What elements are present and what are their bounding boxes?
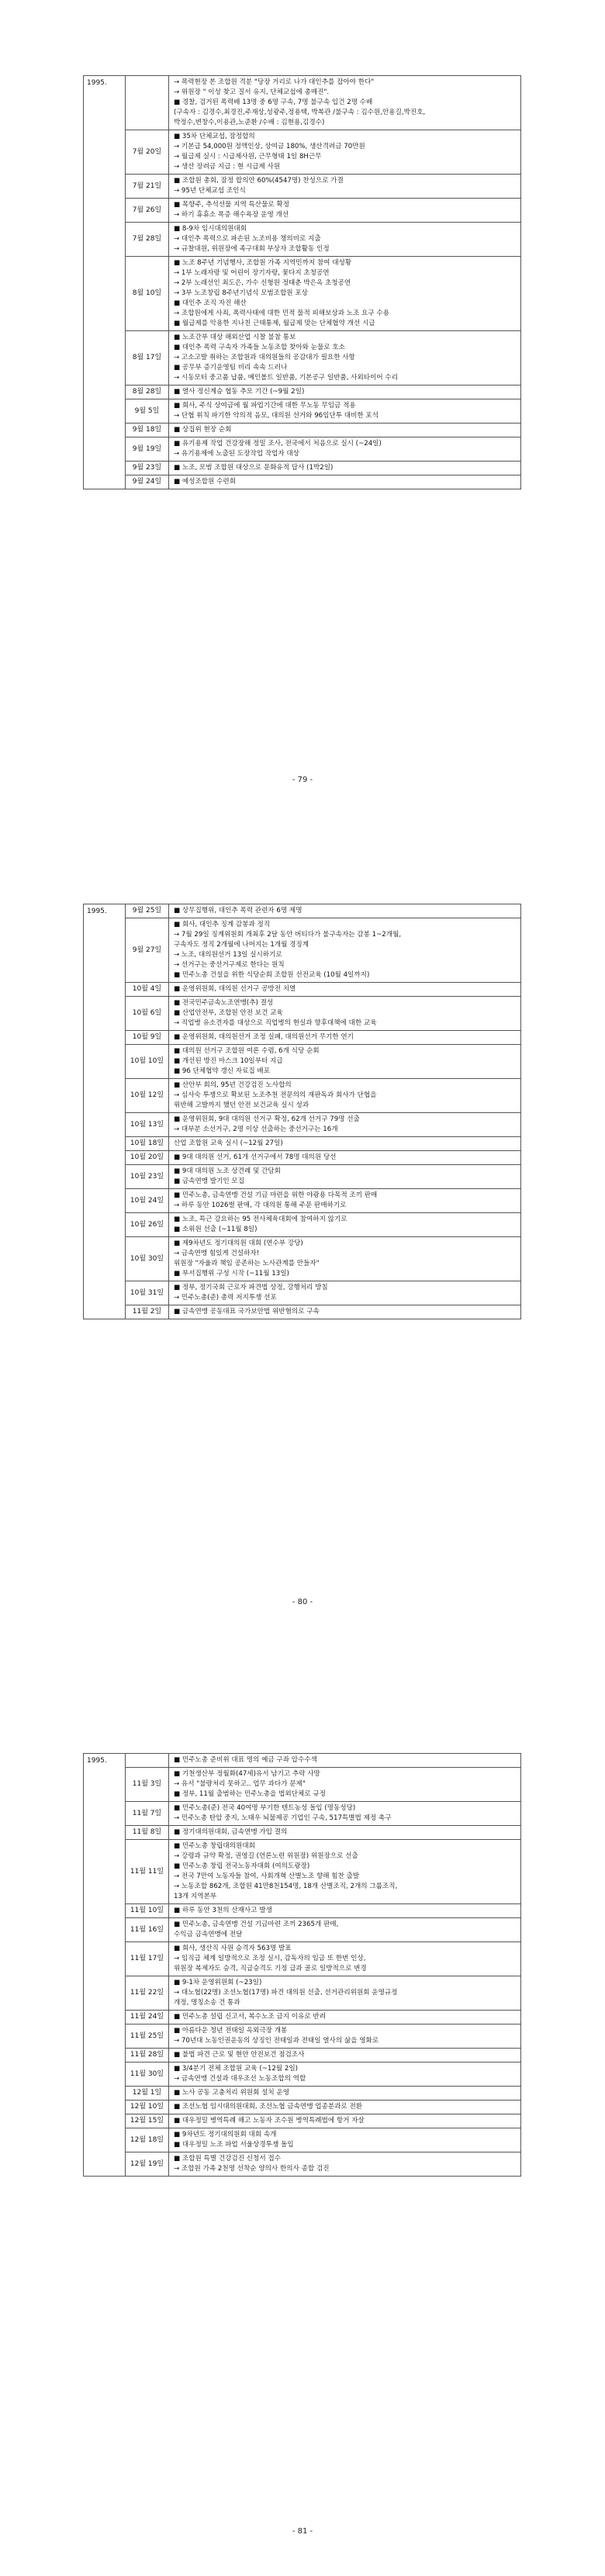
chronology-row (84, 1942, 521, 1976)
event-line: → 금속연맹 건설과 대우조선 노동조합의 역할 (174, 2075, 306, 2083)
event-line: → 하기 휴휴소 폭증 해수욕장 운영 개선 (174, 211, 289, 219)
chronology-row (84, 2114, 521, 2128)
date-cell: 12월 18일 (126, 2128, 169, 2152)
event-cell (169, 1137, 521, 1151)
event-line: ■ 산안부 회의, 95년 건강검진 노사합의 (174, 1081, 292, 1089)
date-cell: 8월 17일 (126, 331, 169, 386)
event-line: ■ 조합원 총회, 잠정 합의안 60%(4547명) 찬성으로 가결 (174, 177, 344, 185)
event-line: → 유기용제에 노출된 도장작업 작업자 대상 (174, 450, 299, 458)
event-cell (169, 2087, 521, 2101)
date-cell: 10월 13일 (126, 1113, 169, 1137)
chronology-row (84, 2152, 521, 2177)
event-line: → 하루 동안 1026벌 판매, 각 대의원 통해 주문 판매하기로 (174, 1202, 347, 1209)
date-cell: 10월 23일 (126, 1165, 169, 1189)
event-line: → 대부분 소선거구, 2명 이상 선출하는 중선거구는 16개 (174, 1125, 338, 1133)
event-cell (169, 257, 521, 331)
chronology-row (84, 462, 521, 475)
date-cell: 11월 8일 (126, 1826, 169, 1840)
date-cell: 9월 19일 (126, 437, 169, 462)
event-cell (169, 223, 521, 257)
event-line: → 월급제 실시 : 시급제사원, 근무형태 1일 8H근무 (174, 153, 322, 161)
date-cell: 9월 5일 (126, 399, 169, 424)
date-cell: 11월 10일 (126, 1904, 169, 1918)
event-line: → 생산 장려금 지급 : 현 시급제 사원 (174, 163, 281, 171)
event-line: 13개 지역본부 (174, 1893, 217, 1900)
chronology-row (84, 130, 521, 175)
chronology-row (84, 1754, 521, 1768)
chronology-row (84, 1189, 521, 1213)
date-cell: 11월 11일 (126, 1840, 169, 1904)
event-cell (169, 1237, 521, 1281)
event-cell (169, 399, 521, 424)
chronology-row (84, 175, 521, 199)
event-cell (169, 2011, 521, 2024)
chronology-row (84, 2049, 521, 2063)
event-line: → 민주노총 탄압 중지, 노태우 뇌물제공 기업인 구속, 517특별법 제정 촉구 (174, 1814, 392, 1822)
date-cell: 11월 28일 (126, 2049, 169, 2063)
event-line: ■ 정기대의원대회, 금속연맹 가입 결의 (174, 1828, 288, 1836)
event-line: ■ 민주노총 준비위 대표 명의 예금 구좌 압수수색 (174, 1756, 317, 1764)
event-line: → 단협 위칙 파기한 악의적 음모, 대의원 선거와 96임단투 대비한 포석 (174, 412, 379, 420)
event-cell (169, 199, 521, 223)
chronology-row (84, 399, 521, 424)
year-cell: 1995. (84, 1754, 126, 2177)
event-cell (169, 1045, 521, 1079)
event-line: → 선거구는 중선거구제로 한다는 원칙 (174, 961, 285, 969)
event-line: → 심사숙 투쟁으로 확보된 노조추천 전문의의 재판독과 회사가 단협을 (174, 1091, 377, 1099)
event-cell (169, 1151, 521, 1165)
event-line: 산업 조합원 교육 실시 (~12월 27일) (174, 1139, 283, 1147)
event-line: ■ 3/4분기 전체 조합원 교육 (~12월 2일) (174, 2065, 298, 2073)
event-line: → 대인추 폭력으로 파손된 노조비용 챙의비로 지출 (174, 235, 321, 243)
date-cell: 7월 28일 (126, 223, 169, 257)
chronology-row (84, 257, 521, 331)
chronology-row (84, 1840, 521, 1904)
chronology-row (84, 331, 521, 386)
event-line: ■ 9대 대의원 선거, 61개 선거구에서 78명 대의원 당선 (174, 1153, 337, 1161)
date-cell: 10월 30일 (126, 1237, 169, 1281)
year-cell: 1995. (84, 76, 126, 489)
date-cell: 12월 1일 (126, 2087, 169, 2101)
chronology-row (84, 2011, 521, 2024)
event-line: → 민주노총(준) 총력 저지투쟁 선포 (174, 1294, 277, 1302)
event-line: ■ 운영위원회, 대의원선거 조정 실패, 대의원선거 무기한 연기 (174, 1033, 354, 1041)
event-cell (169, 1826, 521, 1840)
event-line: ■ 9-1차 운영위원회 (~23일) (174, 1979, 262, 1986)
chronology-row (84, 1768, 521, 1802)
event-line: ■ 8-9차 임시대의원대회 (174, 225, 247, 233)
event-line: ■ 열사 정신계승 협동 추모 기간 (~9월 2일) (174, 388, 305, 396)
date-cell: 10월 4일 (126, 983, 169, 997)
event-line: 박정수,변창수,이용관,노준환 /수배 : 김현용,김경수) (174, 119, 325, 126)
event-line: ■ 노조 8주년 기념행사, 조합원 가족 지역민까지 참여 대성황 (174, 259, 352, 267)
event-line: → 고소고발 취하는 조합원과 대의원들의 공감대가 필요한 사항 (174, 354, 355, 361)
chronology-row (84, 424, 521, 437)
chronology-row (84, 76, 521, 130)
chronology-row (84, 1281, 521, 1305)
chronology-row (84, 2128, 521, 2152)
event-cell (169, 2128, 521, 2152)
chronology-page-79 (83, 75, 520, 489)
event-cell (169, 1213, 521, 1237)
event-line: → 금속연맹 힘있게 건설하자! (174, 1250, 260, 1257)
date-cell: 10월 9일 (126, 1031, 169, 1045)
chronology-row (84, 2063, 521, 2087)
chronology-row (84, 1802, 521, 1826)
event-line: ■ 노사 공동 고충처리 위원회 설치 운영 (174, 2089, 290, 2097)
event-line: ■ 조선노협 임시대의원대회, 조선노협 금속연맹 업종분과로 전환 (174, 2103, 363, 2111)
date-cell: 9월 27일 (126, 918, 169, 983)
event-cell (169, 1904, 521, 1918)
chronology-row (84, 199, 521, 223)
event-line: ■ 민주노총 설립 신고서, 복수노조 금지 이유로 반려 (174, 2013, 327, 2021)
chronology-row (84, 1137, 521, 1151)
event-line: ■ 금속연맹 공동대표 국가보안법 위반혐의로 구속 (174, 1308, 320, 1316)
event-line: ■ 민주노총 창립대의원대회 (174, 1842, 255, 1850)
date-cell (126, 76, 169, 130)
page-number: - 80 - (292, 1598, 313, 1606)
event-line: 개정, 명칭소송 건 통과 (174, 1999, 240, 2007)
event-line: ■ 소위원 선출 (~11월 8일) (174, 1226, 258, 1233)
chronology-row (84, 1079, 521, 1113)
event-line: ■ 35차 단체교섭, 잠정합의 (174, 133, 255, 140)
event-cell (169, 983, 521, 997)
event-cell (169, 904, 521, 918)
event-cell (169, 1918, 521, 1942)
event-cell (169, 2049, 521, 2063)
chronology-table (83, 904, 521, 1319)
page-number: - 79 - (292, 776, 313, 784)
chronology-row (84, 1031, 521, 1045)
event-cell (169, 1754, 521, 1768)
event-line: → 70년대 노동인권운동의 상징인 전태일과 전태일 열사의 삶을 영화로 (174, 2037, 379, 2045)
event-line: ■ 조합원 특별 건강검진 신청서 접수 (174, 2155, 282, 2163)
date-cell: 10월 24일 (126, 1189, 169, 1213)
chronology-page-81 (83, 1753, 520, 2177)
event-line: ■ 대우정밀 노조 파업 서울상경투쟁 돌입 (174, 2141, 294, 2149)
chronology-row (84, 1918, 521, 1942)
event-cell (169, 1768, 521, 1802)
chronology-table (83, 75, 521, 489)
event-line: → 기본급 54,000원 정액인상, 상여금 180%, 생산격려금 70만원 (174, 143, 365, 150)
chronology-row (84, 2101, 521, 2114)
event-line: ■ 운영위원회, 9대 대의원 선거구 확정, 62개 선거구 79명 선출 (174, 1115, 360, 1123)
event-line: → 7월 29일 징계위원회 개최후 2달 동안 버티다가 불구속자는 감봉 1~2개월, (174, 931, 402, 939)
date-cell: 12월 10일 (126, 2101, 169, 2114)
date-cell: 11월 16일 (126, 1918, 169, 1942)
date-cell: 10월 31일 (126, 1281, 169, 1305)
event-line: ■ 96 단체협약 갱신 자료집 배포 (174, 1067, 271, 1075)
date-cell: 10월 12일 (126, 1079, 169, 1113)
page-number: - 81 - (292, 2527, 313, 2536)
date-cell: 9월 25일 (126, 904, 169, 918)
event-cell (169, 1305, 521, 1319)
event-line: ■ 불법 파견 근로 및 현안 안전보건 점검조사 (174, 2051, 305, 2059)
event-line: ■ 회사, 생산직 사원 승격자 563명 발표 (174, 1945, 292, 1952)
date-cell: 11월 22일 (126, 1976, 169, 2011)
event-line: ■ 대인추 조직 자진 해산 (174, 299, 247, 307)
event-line: ■ 9대 대의원 노조 상견례 및 간담회 (174, 1167, 281, 1175)
event-line: ■ 대인추 폭력 구속자 가족들 노동조합 찾아와 눈물로 호소 (174, 344, 345, 351)
event-cell (169, 175, 521, 199)
chronology-row (84, 904, 521, 918)
date-cell: 10월 6일 (126, 997, 169, 1031)
event-cell (169, 1942, 521, 1976)
event-line: ■ 9차년도 정기대의원회 대회 속개 (174, 2131, 277, 2139)
event-cell (169, 1079, 521, 1113)
event-line: ■ 부서집행위 구성 시작 (~11월 13일) (174, 1270, 289, 1278)
event-line: ■ 산업안전부, 조합원 안전 보건 교육 (174, 1009, 283, 1017)
chronology-row (84, 2024, 521, 2049)
event-cell (169, 475, 521, 489)
chronology-table (83, 1753, 521, 2177)
event-line: → 임직급 체계 일방적으로 조정 실시, 감독자의 임금 또 한번 인상, (174, 1955, 366, 1962)
event-line: ■ 회사, 주식 상여금에 월 파업기간에 대한 무노동 무임금 적용 (174, 402, 356, 410)
event-cell (169, 76, 521, 130)
event-line: ■ 대우정밀 병역특례 해고 노동자 조수원 병역특례법에 항거 자살 (174, 2117, 365, 2125)
event-line: ■ 노조, 모범 조합원 대상으로 문화유적 답사 (1박2일) (174, 464, 334, 472)
event-line: → 직업병 유소견자를 대상으로 직업병의 현실과 향후대책에 대한 교육 (174, 1019, 377, 1027)
event-cell (169, 2152, 521, 2177)
event-line: ■ 아름다운 청년 전태일 옥외극장 개봉 (174, 2027, 288, 2035)
event-line: ■ 민주노총(준) 전국 40여명 부기한 텐트농성 돌입 (명동성당) (174, 1804, 356, 1812)
event-cell (169, 130, 521, 175)
event-cell (169, 918, 521, 983)
event-line: → 유서 "불량처리 못하고.. 업무 과다가 문제" (174, 1780, 306, 1788)
event-line: → 2부 노래선인 최도은, 가수 신형원 정태춘 박은옥 초청공연 (174, 279, 351, 287)
event-line: ■ 유기용제 작업 건강장해 정밀 조사, 전국에서 처음으로 실시 (~24일) (174, 440, 382, 448)
event-line: 수익금 금속연맹에 전달 (174, 1931, 243, 1938)
date-cell: 8월 10일 (126, 257, 169, 331)
date-cell: 12월 19일 (126, 2152, 169, 2177)
event-cell (169, 2063, 521, 2087)
event-line: → 노동조합 862개, 조합원 41만8천154명, 18개 산별조직, 2개의 그룹조직, (174, 1883, 398, 1890)
event-line: → 위원장 " 이성 찾고 질서 유지, 단체교섭에 총매진". (174, 88, 330, 96)
chronology-row (84, 1151, 521, 1165)
event-line: → 조합원 가족 2천명 선착순 양의사 한의사 종합 검진 (174, 2165, 330, 2173)
event-line: ■ 월급제를 악용한 지나친 근태통제, 월급제 맞는 단체협약 개선 시급 (174, 320, 375, 327)
chronology-page-80 (83, 904, 520, 1319)
date-cell: 11월 24일 (126, 2011, 169, 2024)
event-cell (169, 331, 521, 386)
event-line: ■ 경찰, 검거된 폭력배 13명 중 6명 구속, 7명 불구속 입건 2명 수배 (174, 99, 373, 106)
year-cell: 1995. (84, 904, 126, 1319)
date-cell: 10월 20일 (126, 1151, 169, 1165)
event-line: 위반해 고발까지 했던 안전 보건교육 실시 성과 (174, 1101, 309, 1109)
event-line: (구속자 : 김경수,최경진,주재상,성광주,정용택, 박복관 /불구속 : 김수원,안용길,박진호, (174, 109, 426, 116)
event-cell (169, 1976, 521, 2011)
event-cell (169, 1840, 521, 1904)
event-line: → 전국 7만여 노동자들 참여, 사회개혁 산별노조 향해 힘찬 출발 (174, 1872, 360, 1880)
event-cell (169, 2024, 521, 2049)
event-line: ■ 민주노총 창립 전국노동자대회 (여의도광장) (174, 1862, 310, 1870)
chronology-row (84, 1213, 521, 1237)
chronology-row (84, 997, 521, 1031)
event-line: ■ 공무부 증기운영팀 비리 속속 드러나 (174, 364, 288, 372)
chronology-row (84, 983, 521, 997)
chronology-row (84, 386, 521, 399)
event-line: ■ 예성조합원 수련회 (174, 478, 236, 486)
event-line: 위원장 "자율과 책임 공존하는 노사관계를 만들자" (174, 1260, 320, 1267)
date-cell: 7월 21일 (126, 175, 169, 199)
event-cell (169, 1281, 521, 1305)
event-line: → 노조, 대의원선거 13일 실시하기로 (174, 951, 282, 959)
chronology-row (84, 1113, 521, 1137)
event-line: 위원장 복제자도 승격, 직급승격도 기정 급과 골로 일방적으로 변경 (174, 1965, 367, 1973)
date-cell: 11월 30일 (126, 2063, 169, 2087)
event-line: ■ 노조, 특근 강요하는 95 전사체육대회에 참여하지 않기로 (174, 1215, 347, 1223)
event-cell (169, 1189, 521, 1213)
event-line: → 95년 단체교섭 조인식 (174, 187, 246, 195)
chronology-row (84, 475, 521, 489)
date-cell: 9월 24일 (126, 475, 169, 489)
event-cell (169, 997, 521, 1031)
event-line: ■ 상무집행위, 대인추 폭력 관련자 6명 제명 (174, 907, 302, 915)
date-cell: 11월 25일 (126, 2024, 169, 2049)
chronology-row (84, 223, 521, 257)
event-line: ■ 운영위원회, 대의원 선거구 공방전 치열 (174, 985, 296, 993)
event-line: ■ 금속연맹 발기인 모집 (174, 1177, 245, 1185)
date-cell: 10월 26일 (126, 1213, 169, 1237)
event-line: → 1부 노래자랑 및 어린이 장기자랑, 꽃다지 초청공연 (174, 269, 330, 277)
chronology-row (84, 1976, 521, 2011)
chronology-row (84, 918, 521, 983)
event-cell (169, 386, 521, 399)
date-cell: 9월 23일 (126, 462, 169, 475)
event-line: → 강령과 규약 확정, 권영길 (언론노련 위원장) 위원장으로 선출 (174, 1852, 358, 1860)
date-cell: 7월 26일 (126, 199, 169, 223)
date-cell: 7월 20일 (126, 130, 169, 175)
chronology-row (84, 2087, 521, 2101)
chronology-row (84, 1305, 521, 1319)
event-cell (169, 1802, 521, 1826)
event-line: ■ 노조간부 대상 해외산업 시찰 불참 통보 (174, 334, 296, 341)
date-cell: 10월 18일 (126, 1137, 169, 1151)
event-line: ■ 전국민주금속노조연맹(추) 결성 (174, 999, 274, 1007)
event-line: ■ 정부, 11월 출범하는 민주노총을 법외단체로 규정 (174, 1790, 326, 1798)
date-cell: 10월 10일 (126, 1045, 169, 1079)
event-line: ■ 민주노총, 금속연맹 건설 기금마련 조끼 2365개 판매, (174, 1921, 339, 1928)
event-line: ■ 민주노총 건설을 위한 식당순회 조합원 선전교육 (10월 4일까지) (174, 971, 370, 979)
event-line: ■ 상집위 현장 순회 (174, 426, 232, 434)
date-cell (126, 1754, 169, 1768)
event-line: → 폭력현장 본 조합원 격분 "당장 거리로 나가 대인추를 잡아야 한다" (174, 78, 375, 86)
event-cell (169, 2101, 521, 2114)
event-line: ■ 목향주, 추석선물 지역 특산물로 확정 (174, 201, 290, 209)
event-cell (169, 424, 521, 437)
event-line: 구속자도 정직 2개월에 나머지는 1개월 경징계 (174, 941, 309, 949)
event-line: ■ 하루 동안 3천의 산재사고 발생 (174, 1907, 272, 1914)
event-line: ■ 대의원 선거구 조합원 여론 수렴, 6개 식당 순회 (174, 1047, 320, 1055)
event-cell (169, 462, 521, 475)
event-line: → 조합원에게 사죄, 폭력사태에 대한 민적 물적 피해보상과 노조 요구 수용 (174, 309, 389, 317)
date-cell: 11월 17일 (126, 1942, 169, 1976)
date-cell: 11월 7일 (126, 1802, 169, 1826)
event-cell (169, 1113, 521, 1137)
date-cell: 9월 18일 (126, 424, 169, 437)
event-line: ■ 기천생산부 정월화(47세)유서 남기고 추락 사망 (174, 1770, 320, 1778)
event-cell (169, 1165, 521, 1189)
event-cell (169, 1031, 521, 1045)
event-line: → 시동모터 중고품 납품, 메인볼트 일반품, 기본공구 일반품, 사외타이어 수리 (174, 374, 399, 382)
event-line: → 규찰대원, 위원장에 족구대회 부상자 조합활동 인정 (174, 245, 330, 253)
chronology-row (84, 1165, 521, 1189)
date-cell: 11월 3일 (126, 1768, 169, 1802)
chronology-row (84, 1237, 521, 1281)
event-line: ■ 개선된 방진 마스크 10일부터 지급 (174, 1057, 283, 1065)
chronology-row (84, 1045, 521, 1079)
chronology-row (84, 1904, 521, 1918)
chronology-row (84, 437, 521, 462)
date-cell: 8월 28일 (126, 386, 169, 399)
event-cell (169, 437, 521, 462)
event-line: ■ 정부, 정기국회 근로자 파견법 상정, 강행처리 방침 (174, 1284, 328, 1291)
event-line: → 대노협(22명) 조선노협(17명) 파견 대의원 선출, 선거관리위원회 운영규정 (174, 1989, 398, 1997)
event-line: ■ 민주노총, 금속연맹 건설 기금 마련을 위한 야광용 다목적 조끼 판매 (174, 1191, 378, 1199)
event-line: ■ 회사, 대인추 징계 감봉과 정직 (174, 921, 271, 928)
event-line: → 3부 노조창립 8주년기념식 모범조합원 포상 (174, 289, 308, 297)
date-cell: 11월 2일 (126, 1305, 169, 1319)
chronology-row (84, 1826, 521, 1840)
date-cell: 12월 15일 (126, 2114, 169, 2128)
event-cell (169, 2114, 521, 2128)
event-line: ■ 제9차년도 정기대의원 대회 (연수부 강당) (174, 1240, 303, 1247)
